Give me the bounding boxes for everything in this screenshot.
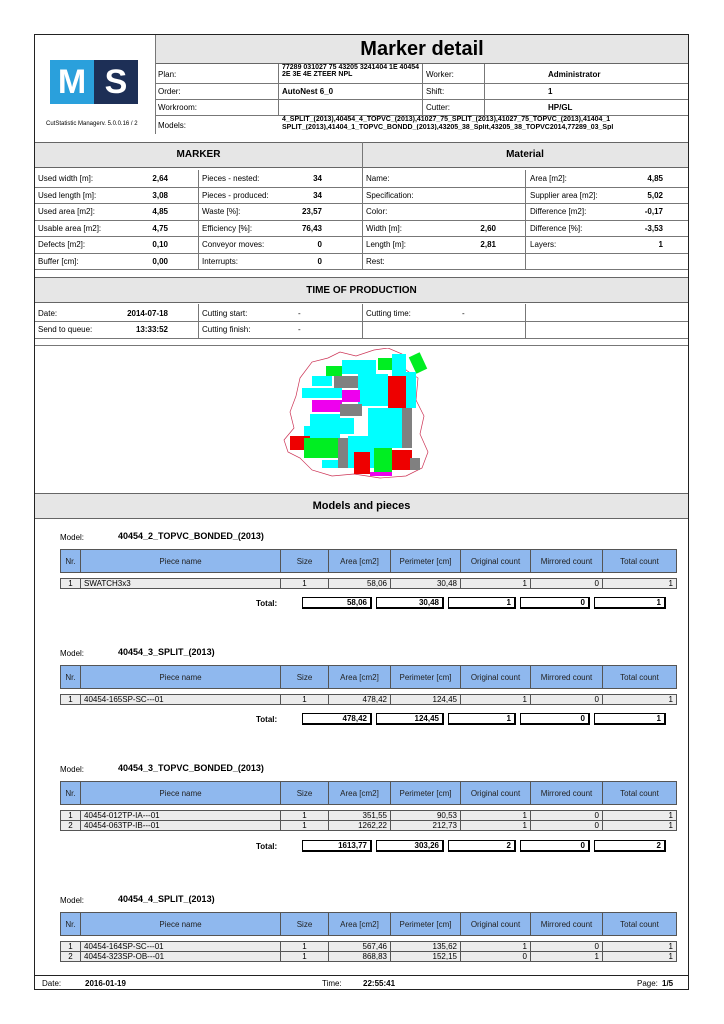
- column-header: Perimeter [cm]: [391, 782, 461, 805]
- piece: [304, 438, 338, 458]
- piece: [340, 404, 362, 416]
- marker-value: 3,08: [152, 190, 168, 200]
- marker-value: 2,64: [152, 174, 168, 183]
- marker-value: 4,85: [152, 207, 168, 216]
- total-perimeter: 124,45: [376, 713, 444, 725]
- order-value: AutoNest 6_0: [282, 87, 334, 96]
- cutter-label: Cutter:: [426, 103, 451, 112]
- marker-value: 34: [313, 190, 322, 200]
- column-header: Nr.: [61, 782, 81, 805]
- row-divider: [35, 220, 688, 221]
- marker-label: Pieces - produced:: [202, 190, 269, 200]
- material-value: 4,85: [647, 174, 663, 183]
- material-label: Name:: [366, 174, 390, 183]
- cell-orig: 0: [461, 952, 531, 962]
- cell-total: 1: [603, 695, 677, 705]
- column-header: Original count: [461, 550, 531, 573]
- cell-area: 58,06: [329, 579, 391, 589]
- total-label: Total:: [256, 599, 278, 608]
- total-total: 1: [594, 713, 666, 725]
- piece: [334, 376, 358, 388]
- plan-value: 77289 031027 75 43205 3241404 1E 40454 2E 3E 4E ZTEER NPL: [282, 64, 420, 78]
- software-version: CutStatistic Managerv. 5.0.0.16 / 2: [46, 121, 138, 127]
- column-header: Original count: [461, 666, 531, 689]
- total-perimeter: 303,26: [376, 840, 444, 852]
- footer-time-value: 22:55:41: [363, 979, 396, 988]
- piece: [312, 376, 332, 386]
- material-value: -0,17: [644, 207, 663, 216]
- shift-label: Shift:: [426, 87, 445, 96]
- total-label: Total:: [256, 842, 278, 851]
- cell-perimeter: 124,45: [391, 695, 461, 705]
- cell-mirr: 0: [531, 811, 603, 821]
- total-mirr: 0: [520, 713, 590, 725]
- footer-date-value: 2016-01-19: [85, 979, 126, 988]
- cell-orig: 1: [461, 811, 531, 821]
- prod-date-value: 2014-07-18: [127, 309, 168, 318]
- total-area: 478,42: [302, 713, 372, 725]
- column-header: Perimeter [cm]: [391, 666, 461, 689]
- table-row: [61, 952, 677, 962]
- cutter-value: HP/GL: [548, 103, 573, 112]
- piece: [312, 400, 342, 412]
- column-header: Original count: [461, 782, 531, 805]
- cell-size: 1: [281, 821, 329, 831]
- cut-time-label: Cutting time:: [366, 309, 411, 318]
- table-row: [61, 811, 677, 821]
- marker-value: 0,10: [152, 240, 168, 249]
- model-label: Model:: [60, 896, 85, 905]
- model-name: 40454_4_SPLIT_(2013): [118, 894, 215, 904]
- piece: [302, 388, 342, 398]
- row-divider: [35, 236, 688, 237]
- column-header: Perimeter [cm]: [391, 550, 461, 573]
- cell-area: 567,46: [329, 942, 391, 952]
- col-divider: [198, 170, 199, 269]
- cell-area: 351,55: [329, 811, 391, 821]
- cell-size: 1: [281, 579, 329, 589]
- marker-label: Defects [m2]:: [38, 240, 86, 249]
- marker-value: 23,57: [301, 207, 322, 216]
- total-area: 58,06: [302, 597, 372, 609]
- column-header: Mirrored count: [531, 782, 603, 805]
- row-divider: [35, 269, 688, 270]
- column-header: Area [cm2]: [329, 666, 391, 689]
- pieces-section-title: Models and pieces: [312, 500, 411, 512]
- prod-date-label: Date:: [38, 309, 58, 318]
- cut-start-label: Cutting start:: [202, 309, 248, 318]
- cell-size: 1: [281, 942, 329, 952]
- column-header: Total count: [603, 782, 677, 805]
- cell-perimeter: 152,15: [391, 952, 461, 962]
- piece: [322, 460, 338, 468]
- footer-date-label: Date:: [42, 979, 62, 988]
- column-header: Piece name: [81, 913, 281, 936]
- model-label: Model:: [60, 533, 85, 542]
- cell-nr: 1: [61, 942, 81, 952]
- column-header: Nr.: [61, 550, 81, 573]
- cell-orig: 1: [461, 942, 531, 952]
- marker-preview: [282, 348, 438, 480]
- cell-orig: 1: [461, 579, 531, 589]
- models-label: Models:: [158, 121, 187, 130]
- piece: [409, 352, 427, 373]
- cell-total: 1: [603, 952, 677, 962]
- total-perimeter: 30,48: [376, 597, 444, 609]
- piece: [310, 414, 340, 426]
- total-mirr: 0: [520, 840, 590, 852]
- models-value-line1: 4_SPLIT_(2013),40454_4_TOPVC_(2013),41027_75_SPLIT_(2013),41027_75_TOPVC_(2013),41404_1: [282, 116, 611, 123]
- plan-label: Plan:: [158, 70, 177, 79]
- row-divider: [35, 187, 688, 188]
- cell-name: 40454-165SP-SC---01: [81, 695, 281, 705]
- pieces-table: [60, 665, 677, 705]
- footer-page-value: 1/5: [662, 979, 674, 988]
- material-value: -3,53: [644, 223, 663, 233]
- workroom-label: Workroom:: [158, 103, 197, 112]
- column-header: Mirrored count: [531, 550, 603, 573]
- marker-value: 76,43: [301, 223, 322, 233]
- column-header: Mirrored count: [531, 666, 603, 689]
- piece: [370, 472, 392, 476]
- column-header: Total count: [603, 913, 677, 936]
- cell-nr: 2: [61, 821, 81, 831]
- cell-mirr: 0: [531, 579, 603, 589]
- cell-name: 40454-063TP-IB---01: [81, 821, 281, 831]
- piece: [402, 408, 412, 448]
- piece: [406, 372, 416, 408]
- order-label: Order:: [158, 87, 181, 96]
- cell-name: 40454-012TP-IA---01: [81, 811, 281, 821]
- piece: [374, 448, 392, 472]
- page-title: Marker detail: [360, 38, 484, 60]
- marker-value: 34: [313, 174, 322, 183]
- marker-value: 4,75: [152, 223, 168, 233]
- column-header: Size: [281, 550, 329, 573]
- material-value: 5,02: [647, 190, 663, 200]
- material-label: Supplier area [m2]:: [530, 190, 598, 200]
- total-mirr: 0: [520, 597, 590, 609]
- cell-orig: 1: [461, 695, 531, 705]
- marker-label: Conveyor moves:: [202, 240, 265, 249]
- models-value-line2: SPLIT_(2013),41404_1_TOPVC_BONDD_(2013),43205_38_Split,43205_38_TOPVC2014,77289_03_Spl: [282, 124, 614, 130]
- column-header: Nr.: [61, 666, 81, 689]
- total-orig: 1: [448, 713, 516, 725]
- cell-size: 1: [281, 811, 329, 821]
- cell-size: 1: [281, 695, 329, 705]
- model-name: 40454_3_TOPVC_BONDED_(2013): [118, 763, 264, 773]
- column-header: Size: [281, 913, 329, 936]
- marker-label: Efficiency [%]:: [202, 223, 253, 233]
- cut-finish-label: Cutting finish:: [202, 325, 251, 334]
- material-label: Difference [%]:: [530, 223, 583, 233]
- piece: [410, 458, 420, 470]
- marker-label: Pieces - nested:: [202, 174, 260, 183]
- column-header: Perimeter [cm]: [391, 913, 461, 936]
- column-header: Piece name: [81, 550, 281, 573]
- cell-orig: 1: [461, 821, 531, 831]
- cell-perimeter: 212,73: [391, 821, 461, 831]
- piece: [340, 418, 354, 434]
- send-queue-label: Send to queue:: [38, 325, 93, 334]
- cell-total: 1: [603, 579, 677, 589]
- cell-mirr: 1: [531, 952, 603, 962]
- production-title: TIME OF PRODUCTION: [306, 285, 417, 296]
- cut-finish-value: -: [298, 325, 301, 334]
- logo-s-block: S: [94, 60, 138, 104]
- logo: [50, 60, 138, 104]
- piece: [378, 358, 392, 370]
- piece: [354, 452, 370, 474]
- material-label: Width [m]:: [366, 223, 403, 233]
- pieces-table: [60, 912, 677, 962]
- cell-nr: 2: [61, 952, 81, 962]
- table-row: [61, 821, 677, 831]
- cell-mirr: 0: [531, 695, 603, 705]
- table-row: [61, 695, 677, 705]
- marker-label: Used width [m]:: [38, 174, 94, 183]
- column-header: Total count: [603, 550, 677, 573]
- column-header: Original count: [461, 913, 531, 936]
- table-row: [61, 579, 677, 589]
- total-orig: 2: [448, 840, 516, 852]
- pieces-table: [60, 549, 677, 589]
- cell-perimeter: 90,53: [391, 811, 461, 821]
- shift-value: 1: [548, 87, 553, 96]
- material-label: Difference [m2]:: [530, 207, 587, 216]
- column-header: Area [cm2]: [329, 782, 391, 805]
- material-label: Specification:: [366, 190, 414, 200]
- column-header: Piece name: [81, 782, 281, 805]
- piece: [388, 376, 406, 410]
- cell-area: 868,83: [329, 952, 391, 962]
- column-header: Size: [281, 782, 329, 805]
- piece: [342, 390, 360, 402]
- col-divider: [525, 170, 526, 269]
- material-label: Length [m]:: [366, 240, 407, 249]
- cell-total: 1: [603, 811, 677, 821]
- cell-area: 1262,22: [329, 821, 391, 831]
- column-header: Area [cm2]: [329, 550, 391, 573]
- total-total: 1: [594, 597, 666, 609]
- model-name: 40454_3_SPLIT_(2013): [118, 647, 215, 657]
- material-value: 1: [658, 240, 663, 249]
- marker-label: Interrupts:: [202, 256, 239, 266]
- cell-mirr: 0: [531, 821, 603, 831]
- row-divider: [35, 253, 688, 254]
- marker-value: 0,00: [152, 256, 168, 266]
- cut-start-value: -: [298, 309, 301, 318]
- marker-label: Buffer [cm]:: [38, 256, 79, 266]
- total-area: 1613,77: [302, 840, 372, 852]
- material-value: 2,60: [480, 223, 496, 233]
- piece: [392, 354, 406, 376]
- material-label: Area [m2]:: [530, 174, 567, 183]
- column-header: Total count: [603, 666, 677, 689]
- cell-nr: 1: [61, 811, 81, 821]
- piece: [326, 366, 342, 376]
- total-orig: 1: [448, 597, 516, 609]
- table-row: [61, 942, 677, 952]
- marker-label: Used length [m]:: [38, 190, 97, 200]
- cell-nr: 1: [61, 579, 81, 589]
- logo-m-block: M: [50, 60, 94, 104]
- cell-nr: 1: [61, 695, 81, 705]
- total-label: Total:: [256, 715, 278, 724]
- material-label: Rest:: [366, 256, 385, 266]
- send-queue-value: 13:33:52: [135, 325, 168, 334]
- model-name: 40454_2_TOPVC_BONDED_(2013): [118, 531, 264, 541]
- cell-total: 1: [603, 821, 677, 831]
- marker-value: 0: [317, 240, 322, 249]
- model-label: Model:: [60, 765, 85, 774]
- cell-area: 478,42: [329, 695, 391, 705]
- material-label: Color:: [366, 207, 388, 216]
- footer-time-label: Time:: [322, 979, 342, 988]
- column-header: Area [cm2]: [329, 913, 391, 936]
- model-label: Model:: [60, 649, 85, 658]
- row-divider: [35, 203, 688, 204]
- piece: [342, 360, 376, 374]
- material-label: Layers:: [530, 240, 557, 249]
- material-title: Material: [506, 149, 544, 160]
- piece: [358, 374, 388, 406]
- column-header: Piece name: [81, 666, 281, 689]
- cell-name: 40454-323SP-OB---01: [81, 952, 281, 962]
- cell-perimeter: 30,48: [391, 579, 461, 589]
- pieces-table: [60, 781, 677, 831]
- worker-value: Administrator: [548, 70, 601, 79]
- cell-total: 1: [603, 942, 677, 952]
- cell-name: 40454-164SP-SC---01: [81, 942, 281, 952]
- worker-label: Worker:: [426, 70, 454, 79]
- piece: [392, 450, 412, 470]
- marker-value: 0: [317, 256, 322, 266]
- column-header: Size: [281, 666, 329, 689]
- total-total: 2: [594, 840, 666, 852]
- footer-page-label: Page:: [637, 979, 658, 988]
- column-header: Nr.: [61, 913, 81, 936]
- marker-label: Usable area [m2]:: [38, 223, 102, 233]
- column-header: Mirrored count: [531, 913, 603, 936]
- cut-time-value: -: [462, 309, 465, 318]
- marker-title: MARKER: [176, 149, 221, 160]
- marker-label: Waste [%]:: [202, 207, 241, 216]
- cell-name: SWATCH3x3: [81, 579, 281, 589]
- marker-label: Used area [m2]:: [38, 207, 95, 216]
- material-value: 2,81: [480, 240, 496, 249]
- cell-mirr: 0: [531, 942, 603, 952]
- cell-size: 1: [281, 952, 329, 962]
- cell-perimeter: 135,62: [391, 942, 461, 952]
